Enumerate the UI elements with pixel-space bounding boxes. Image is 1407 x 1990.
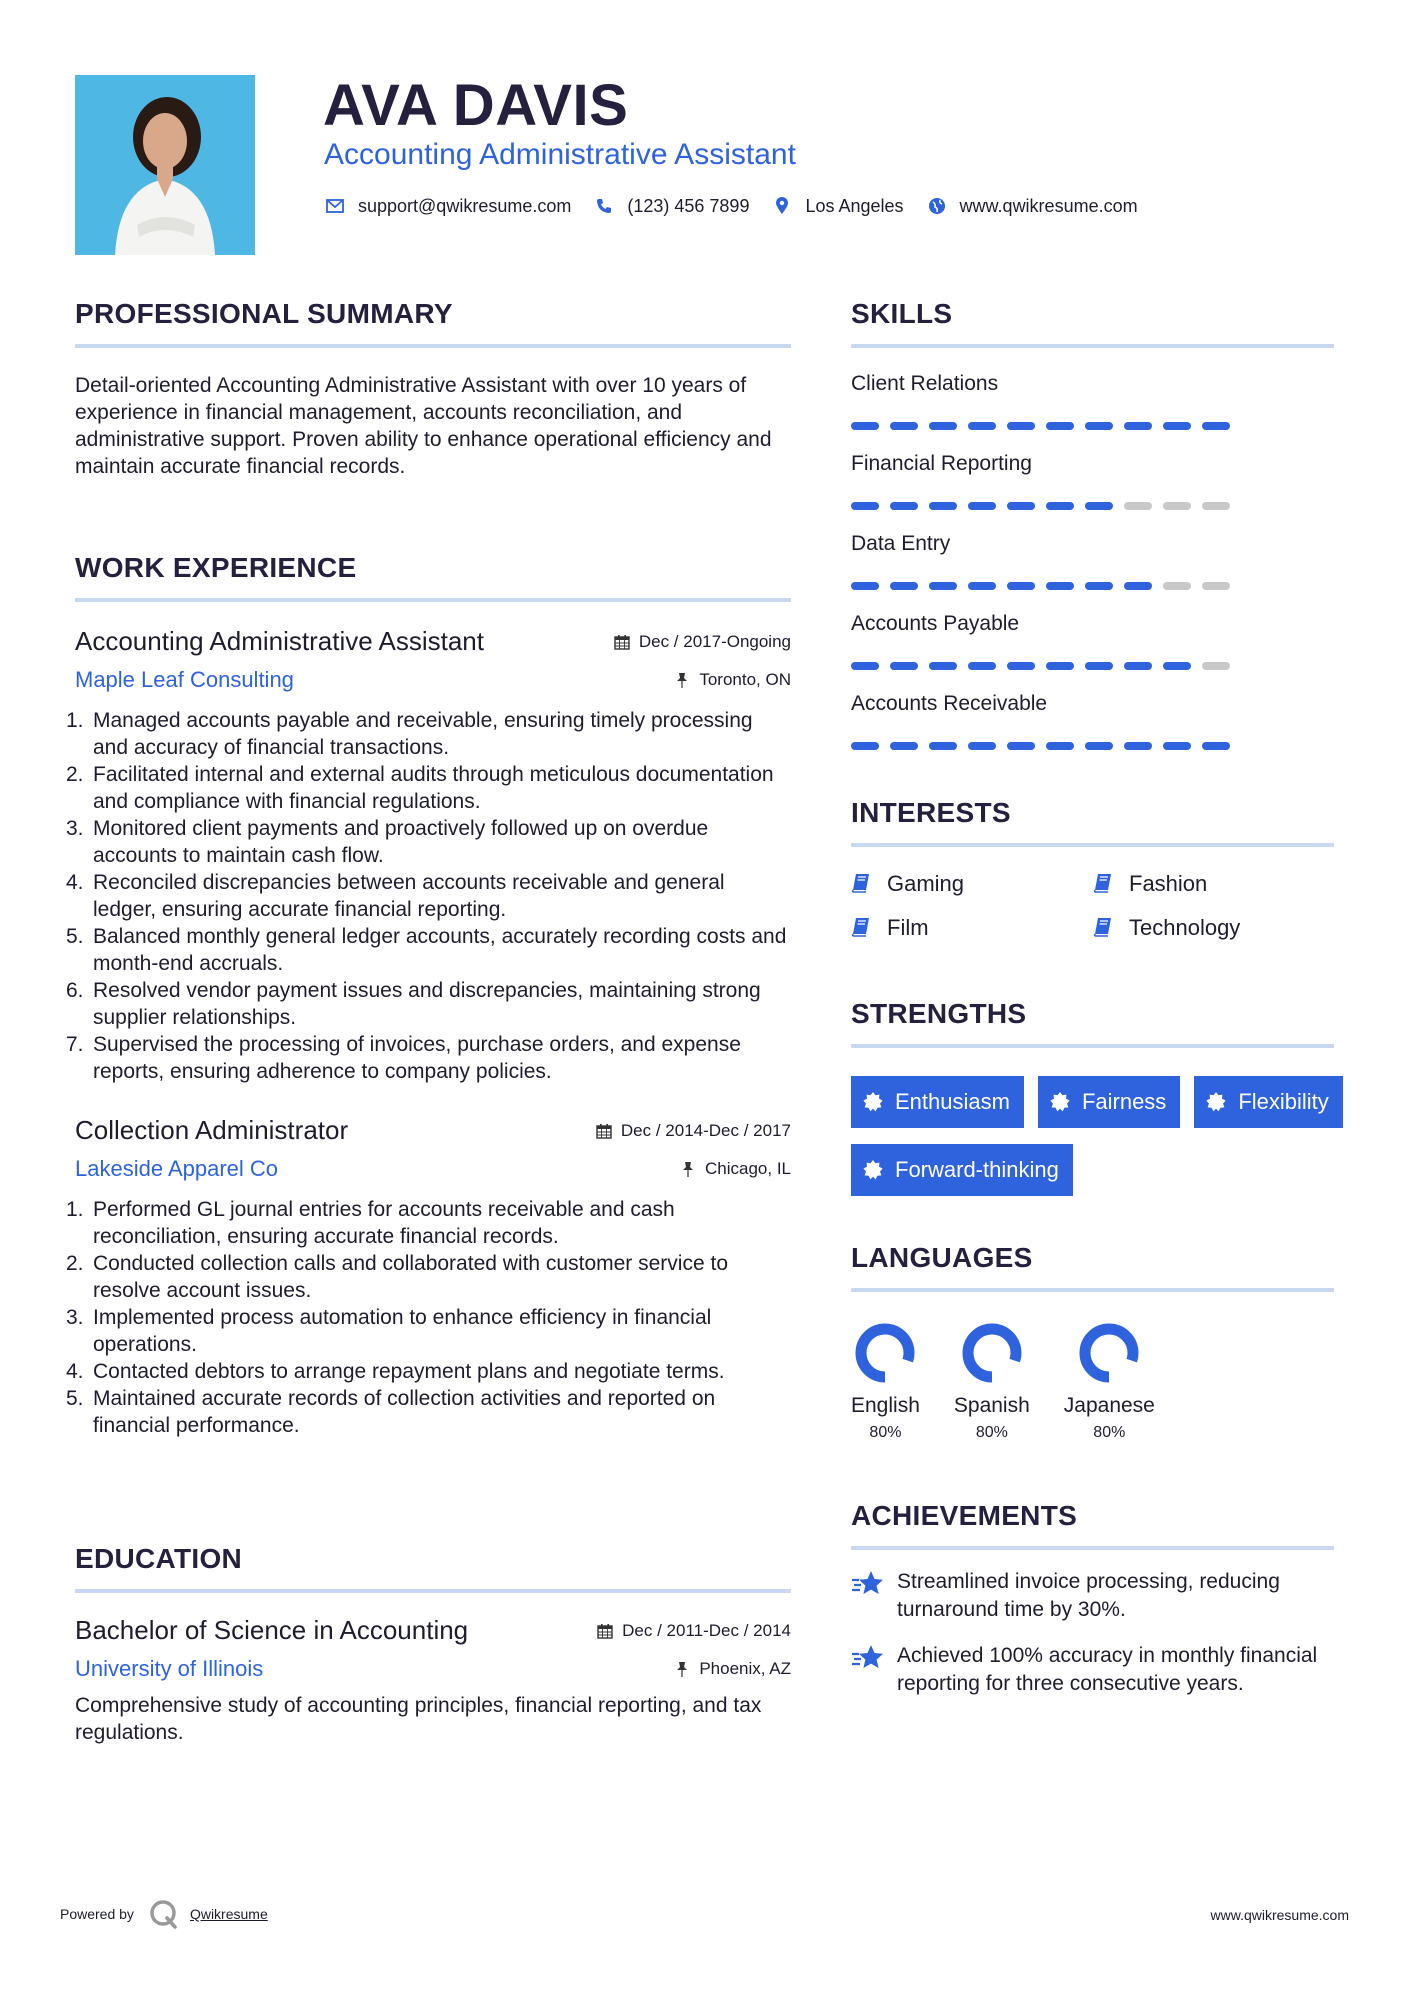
interest-label: Technology bbox=[1129, 915, 1241, 940]
skill-level-dash bbox=[1124, 422, 1152, 430]
language-level: 80% bbox=[869, 1424, 902, 1441]
list-item: 4. Contacted debtors to arrange repayment plans and negotiate terms. bbox=[66, 1360, 725, 1383]
skill-level-dash bbox=[1124, 662, 1152, 670]
contact-website[interactable] bbox=[926, 195, 1138, 217]
job-entry bbox=[66, 626, 791, 1085]
skill-level-dash bbox=[1046, 502, 1074, 510]
skill-level-dash bbox=[1085, 502, 1113, 510]
education-section bbox=[75, 1543, 791, 1746]
achievements-section bbox=[851, 1500, 1334, 1698]
job-location bbox=[673, 670, 791, 690]
powered-by-label: Powered by bbox=[60, 1906, 134, 1922]
language-proficiency-ring bbox=[854, 1322, 916, 1384]
job-title: Accounting Administrative Assistant bbox=[75, 626, 484, 656]
skill-level-dash bbox=[1007, 422, 1035, 430]
job-dates bbox=[613, 632, 791, 652]
candidate-name: AVA DAVIS bbox=[323, 73, 629, 138]
interest-label: Fashion bbox=[1129, 871, 1208, 896]
skill-level-dash bbox=[890, 502, 918, 510]
strengths-list bbox=[851, 1076, 1351, 1196]
experience-section bbox=[66, 552, 791, 1439]
interest-item bbox=[851, 871, 1093, 897]
language-name: Spanish bbox=[953, 1394, 1030, 1417]
education-location bbox=[673, 1659, 791, 1679]
section-divider bbox=[851, 1288, 1334, 1292]
language-name: Japanese bbox=[1063, 1394, 1155, 1417]
degree-title: Bachelor of Science in Accounting bbox=[75, 1615, 469, 1645]
interests-list bbox=[851, 871, 1334, 941]
list-item: 7. Supervised the processing of invoices, purchase orders, and expense reports, ensuring adherence to company policies. bbox=[66, 1033, 741, 1083]
skill-level-dash bbox=[1046, 582, 1074, 590]
contact-email[interactable] bbox=[324, 195, 571, 217]
summary-text: Detail-oriented Accounting Administrative Assistant with over 10 years of experience in financial management, accounts reconciliation, and administrative support. Proven ability to enhance operational efficiency and maintain accurate financial records. bbox=[75, 374, 772, 478]
contact-bar bbox=[324, 195, 1160, 217]
portrait-image bbox=[75, 75, 255, 255]
skill-level-dash bbox=[1046, 662, 1074, 670]
job-entry bbox=[66, 1115, 791, 1439]
company-name: Maple Leaf Consulting bbox=[75, 667, 294, 692]
calendar-icon bbox=[613, 633, 631, 651]
list-item: 3. Implemented process automation to enhance efficiency in financial operations. bbox=[66, 1306, 712, 1356]
skill-level-dash bbox=[851, 742, 879, 750]
skill-level-dash bbox=[1085, 662, 1113, 670]
location-text: Los Angeles bbox=[805, 195, 904, 216]
qwikresume-logo-icon bbox=[148, 1898, 180, 1930]
language-proficiency-arc bbox=[1085, 1329, 1133, 1377]
education-dates bbox=[596, 1621, 791, 1641]
achievement-text: Achieved 100% accuracy in monthly financial reporting for three consecutive years. bbox=[897, 1644, 1318, 1695]
skill-level-dash bbox=[929, 422, 957, 430]
experience-heading: WORK EXPERIENCE bbox=[75, 552, 357, 583]
section-divider bbox=[75, 1589, 791, 1593]
pushpin-icon bbox=[679, 1160, 697, 1178]
strength-tag bbox=[851, 1076, 1024, 1128]
interest-item bbox=[851, 915, 1093, 941]
job-location bbox=[679, 1159, 791, 1179]
list-item: 1. Managed accounts payable and receivable, ensuring timely processing and accuracy of financial transactions. bbox=[66, 709, 753, 759]
badge-icon bbox=[1050, 1092, 1070, 1112]
skill-level-dash bbox=[1046, 422, 1074, 430]
duties-list bbox=[66, 1196, 791, 1439]
list-item: 2. Facilitated internal and external audits through meticulous documentation and compliance with financial regulations. bbox=[66, 763, 774, 813]
skill-level-dash bbox=[929, 742, 957, 750]
languages-section bbox=[851, 1242, 1334, 1442]
strength-tag bbox=[851, 1144, 1073, 1196]
email-text: support@qwikresume.com bbox=[358, 195, 572, 216]
languages-list bbox=[851, 1322, 1334, 1442]
list-item: 5. Balanced monthly general ledger accounts, accurately recording costs and month-end accruals. bbox=[66, 925, 787, 975]
skills-section bbox=[851, 298, 1334, 750]
interests-section bbox=[851, 797, 1334, 941]
footer-powered-by bbox=[60, 1898, 268, 1930]
job-location-text: Chicago, IL bbox=[705, 1159, 791, 1178]
envelope-icon bbox=[324, 195, 346, 217]
star-icon bbox=[851, 1570, 887, 1600]
skill-level-dash bbox=[968, 662, 996, 670]
skill-level-dash bbox=[851, 582, 879, 590]
list-item: 1. Performed GL journal entries for accounts receivable and cash reconciliation, ensuring accurate financial records. bbox=[66, 1198, 675, 1248]
skill-name: Financial Reporting bbox=[851, 452, 1032, 475]
education-description: Comprehensive study of accounting principles, financial reporting, and tax regulations. bbox=[75, 1694, 762, 1744]
job-dates-text: Dec / 2014-Dec / 2017 bbox=[620, 1121, 791, 1140]
summary-section bbox=[75, 298, 791, 480]
section-divider bbox=[75, 598, 791, 602]
section-divider bbox=[851, 1546, 1334, 1550]
skill-level-dash bbox=[1163, 502, 1191, 510]
footer-website[interactable]: www.qwikresume.com bbox=[1210, 1907, 1349, 1923]
skill-level-dash bbox=[968, 502, 996, 510]
skill-level-dash bbox=[968, 582, 996, 590]
phone-text: (123) 456 7899 bbox=[627, 195, 750, 216]
skill-level-dash bbox=[1085, 742, 1113, 750]
skill-level-dash bbox=[1202, 662, 1230, 670]
education-location-text: Phoenix, AZ bbox=[699, 1659, 791, 1678]
achievements-heading: ACHIEVEMENTS bbox=[851, 1500, 1078, 1531]
language-item bbox=[1064, 1322, 1155, 1442]
skills-heading: SKILLS bbox=[851, 298, 953, 329]
language-proficiency-ring bbox=[961, 1322, 1023, 1384]
pushpin-icon bbox=[673, 671, 691, 689]
skill-level-dash bbox=[1085, 582, 1113, 590]
contact-phone[interactable] bbox=[593, 195, 749, 217]
summary-heading: PROFESSIONAL SUMMARY bbox=[75, 298, 453, 329]
map-pin-icon bbox=[771, 195, 793, 217]
skill-name: Data Entry bbox=[851, 532, 951, 555]
skill-level-dash bbox=[1124, 582, 1152, 590]
skill-level-dash bbox=[851, 662, 879, 670]
strength-label: Flexibility bbox=[1238, 1089, 1329, 1114]
education-dates-text: Dec / 2011-Dec / 2014 bbox=[622, 1621, 791, 1640]
skill-level-dash bbox=[929, 502, 957, 510]
language-item bbox=[851, 1322, 920, 1442]
skill-level-dash bbox=[1007, 662, 1035, 670]
skill-level-dash bbox=[1085, 422, 1113, 430]
skill-name: Accounts Receivable bbox=[851, 692, 1048, 715]
skill-level-dash bbox=[1163, 662, 1191, 670]
brand-link[interactable]: Qwikresume bbox=[189, 1906, 268, 1922]
language-level: 80% bbox=[975, 1424, 1008, 1441]
interests-heading: INTERESTS bbox=[851, 797, 1011, 828]
skill-level-dash bbox=[968, 742, 996, 750]
skill-level-meter bbox=[851, 742, 1334, 750]
skill-level-dash bbox=[1124, 742, 1152, 750]
language-name: English bbox=[851, 1394, 920, 1417]
strengths-heading: STRENGTHS bbox=[851, 998, 1027, 1029]
skill-level-meter bbox=[851, 422, 1334, 430]
book-icon bbox=[1093, 873, 1115, 895]
skill-name: Accounts Payable bbox=[851, 612, 1020, 635]
languages-heading: LANGUAGES bbox=[851, 1242, 1033, 1273]
company-name: Lakeside Apparel Co bbox=[75, 1156, 279, 1181]
list-item: 4. Reconciled discrepancies between accounts receivable and general ledger, ensuring accurate financial reporting. bbox=[66, 871, 725, 921]
calendar-icon bbox=[596, 1622, 614, 1640]
calendar-icon bbox=[595, 1122, 613, 1140]
section-divider bbox=[851, 344, 1334, 348]
language-item bbox=[954, 1322, 1030, 1442]
candidate-title: Accounting Administrative Assistant bbox=[324, 138, 796, 171]
skill-level-dash bbox=[1163, 422, 1191, 430]
star-icon bbox=[851, 1644, 887, 1674]
skill-level-meter bbox=[851, 662, 1334, 670]
skill-level-dash bbox=[890, 422, 918, 430]
skill-level-dash bbox=[1163, 582, 1191, 590]
section-divider bbox=[75, 344, 791, 348]
profile-photo bbox=[75, 75, 255, 255]
skill-level-dash bbox=[851, 502, 879, 510]
school-name: University of Illinois bbox=[75, 1656, 264, 1681]
skill-level-dash bbox=[1007, 502, 1035, 510]
pushpin-icon bbox=[673, 1660, 691, 1678]
badge-icon bbox=[1206, 1092, 1226, 1112]
skill-level-dash bbox=[1007, 742, 1035, 750]
language-proficiency-arc bbox=[861, 1329, 909, 1377]
badge-icon bbox=[863, 1092, 883, 1112]
list-item: 3. Monitored client payments and proactively followed up on overdue accounts to maintain cash flow. bbox=[66, 817, 709, 867]
website-text: www.qwikresume.com bbox=[959, 195, 1138, 216]
skill-level-dash bbox=[890, 582, 918, 590]
skill-level-dash bbox=[890, 662, 918, 670]
book-icon bbox=[851, 917, 873, 939]
badge-icon bbox=[863, 1160, 883, 1180]
achievement-text: Streamlined invoice processing, reducing turnaround time by 30%. bbox=[897, 1570, 1280, 1621]
strength-label: Forward-thinking bbox=[895, 1157, 1059, 1182]
achievement-item bbox=[851, 1642, 1334, 1698]
list-item: 6. Resolved vendor payment issues and discrepancies, maintaining strong supplier relationships. bbox=[66, 979, 761, 1029]
skill-level-dash bbox=[929, 662, 957, 670]
skill-item bbox=[851, 452, 1334, 510]
skill-level-dash bbox=[968, 422, 996, 430]
language-proficiency-arc bbox=[968, 1329, 1016, 1377]
skill-item bbox=[851, 372, 1334, 430]
skill-item bbox=[851, 692, 1334, 750]
strengths-section bbox=[851, 998, 1334, 1196]
skill-item bbox=[851, 532, 1334, 590]
section-divider bbox=[851, 1044, 1334, 1048]
language-proficiency-ring bbox=[1078, 1322, 1140, 1384]
interest-label: Film bbox=[887, 915, 929, 940]
language-level: 80% bbox=[1093, 1424, 1126, 1441]
duties-list bbox=[66, 707, 791, 1085]
skill-level-dash bbox=[890, 742, 918, 750]
strength-tag bbox=[1194, 1076, 1342, 1128]
skill-level-dash bbox=[929, 582, 957, 590]
globe-icon bbox=[926, 195, 948, 217]
skill-level-dash bbox=[1202, 422, 1230, 430]
skill-name: Client Relations bbox=[851, 372, 999, 395]
interest-item bbox=[1093, 915, 1335, 941]
interest-item bbox=[1093, 871, 1335, 897]
section-divider bbox=[851, 843, 1334, 847]
skill-level-dash bbox=[1202, 502, 1230, 510]
skill-item bbox=[851, 612, 1334, 670]
skill-level-dash bbox=[1202, 582, 1230, 590]
skill-level-dash bbox=[1007, 582, 1035, 590]
job-location-text: Toronto, ON bbox=[699, 670, 791, 689]
achievement-item bbox=[851, 1568, 1334, 1624]
job-dates-text: Dec / 2017-Ongoing bbox=[638, 632, 791, 651]
skill-level-dash bbox=[1163, 742, 1191, 750]
list-item: 5. Maintained accurate records of collection activities and reported on financial performance. bbox=[66, 1387, 716, 1437]
skill-level-dash bbox=[1046, 742, 1074, 750]
phone-icon bbox=[593, 195, 615, 217]
skill-level-dash bbox=[1202, 742, 1230, 750]
education-heading: EDUCATION bbox=[75, 1543, 243, 1574]
strength-tag bbox=[1038, 1076, 1180, 1128]
skills-list bbox=[851, 372, 1334, 750]
list-item: 2. Conducted collection calls and collaborated with customer service to resolve account issues. bbox=[66, 1252, 728, 1302]
book-icon bbox=[1093, 917, 1115, 939]
skill-level-meter bbox=[851, 502, 1334, 510]
interest-label: Gaming bbox=[887, 871, 965, 896]
skill-level-dash bbox=[851, 422, 879, 430]
skill-level-meter bbox=[851, 582, 1334, 590]
job-dates bbox=[595, 1121, 791, 1141]
contact-location bbox=[771, 195, 903, 217]
skill-level-dash bbox=[1124, 502, 1152, 510]
book-icon bbox=[851, 873, 873, 895]
job-title: Collection Administrator bbox=[75, 1115, 349, 1145]
strength-label: Fairness bbox=[1081, 1089, 1167, 1114]
strength-label: Enthusiasm bbox=[895, 1089, 1010, 1114]
